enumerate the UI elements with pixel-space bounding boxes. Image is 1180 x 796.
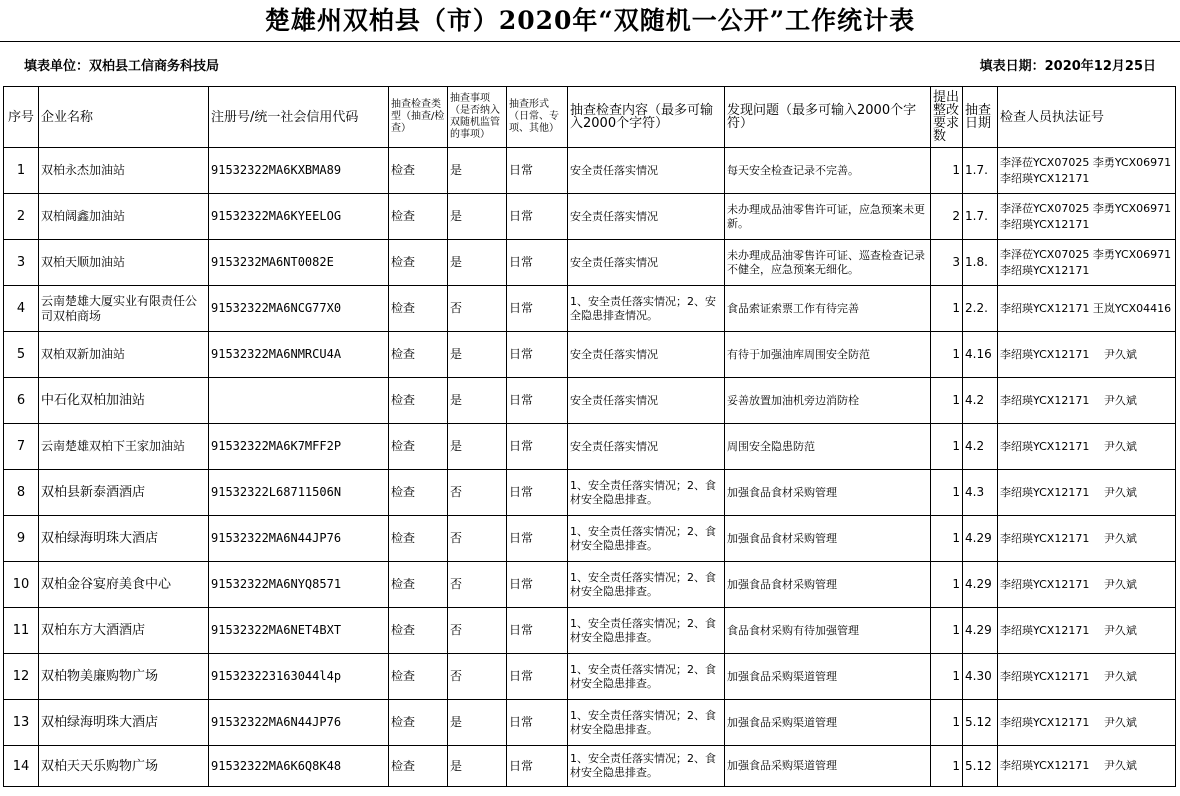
cell-reg-code: 91532322MA6NYQ8571 [209, 562, 389, 608]
cell-company: 云南楚雄大厦实业有限责任公司双柏商场 [39, 286, 209, 332]
header-inspector: 检查人员执法证号 [998, 87, 1176, 148]
cell-reg-code: 91532322MA6N44JP76 [209, 700, 389, 746]
cell-form: 日常 [507, 240, 568, 286]
cell-check-date: 4.2 [963, 378, 998, 424]
cell-content: 1、安全责任落实情况；2、食材安全隐患排查。 [568, 516, 725, 562]
cell-form: 日常 [507, 470, 568, 516]
cell-seq: 12 [4, 654, 39, 700]
table-row [4, 286, 1176, 332]
cell-rectify-count: 1 [931, 654, 963, 700]
cell-check-date: 2.2. [963, 286, 998, 332]
header-row [4, 87, 1176, 148]
header-reg-code: 注册号/统一社会信用代码 [209, 87, 389, 148]
cell-inspector: 李绍瑛YCX12171 尹久斌 [998, 424, 1176, 470]
cell-form: 日常 [507, 746, 568, 787]
cell-inspector: 李绍瑛YCX12171 尹久斌 [998, 516, 1176, 562]
cell-inspector: 李绍瑛YCX12171 尹久斌 [998, 470, 1176, 516]
header-form: 抽查形式（日常、专项、其他） [507, 87, 568, 148]
cell-company: 双柏绿海明珠大酒店 [39, 516, 209, 562]
cell-reg-code: 91532322MA6K6Q8K48 [209, 746, 389, 787]
cell-check-type: 检查 [389, 746, 448, 787]
cell-check-type: 检查 [389, 240, 448, 286]
table-row [4, 562, 1176, 608]
cell-content: 1、安全责任落实情况；2、食材安全隐患排查。 [568, 746, 725, 787]
cell-issues: 未办理成品油零售许可证、巡查检查记录不健全，应急预案无细化。 [725, 240, 931, 286]
cell-inspector: 李绍瑛YCX12171 尹久斌 [998, 608, 1176, 654]
cell-issues: 食品索证索票工作有待完善 [725, 286, 931, 332]
cell-check-type: 检查 [389, 148, 448, 194]
cell-check-date: 4.2 [963, 424, 998, 470]
cell-check-date: 4.30 [963, 654, 998, 700]
cell-company: 中石化双柏加油站 [39, 378, 209, 424]
cell-issues: 加强食品食材采购管理 [725, 562, 931, 608]
cell-rectify-count: 2 [931, 194, 963, 240]
cell-form: 日常 [507, 516, 568, 562]
cell-issues: 妥善放置加油机旁边消防栓 [725, 378, 931, 424]
cell-included: 否 [448, 286, 507, 332]
cell-check-date: 4.29 [963, 516, 998, 562]
table-row [4, 378, 1176, 424]
cell-seq: 9 [4, 516, 39, 562]
table-row [4, 240, 1176, 286]
cell-form: 日常 [507, 332, 568, 378]
cell-check-date: 4.29 [963, 608, 998, 654]
header-check-date: 抽查日期 [963, 87, 998, 148]
cell-form: 日常 [507, 194, 568, 240]
cell-form: 日常 [507, 286, 568, 332]
cell-issues: 加强食品食材采购管理 [725, 516, 931, 562]
cell-included: 是 [448, 746, 507, 787]
cell-check-date: 1.7. [963, 148, 998, 194]
table-row [4, 608, 1176, 654]
fill-date: 填表日期：2020年12月25日 [979, 59, 1156, 74]
cell-inspector: 李绍瑛YCX12171 尹久斌 [998, 700, 1176, 746]
cell-seq: 14 [4, 746, 39, 787]
cell-inspector: 李绍瑛YCX12171 尹久斌 [998, 332, 1176, 378]
cell-check-type: 检查 [389, 654, 448, 700]
cell-inspector: 李泽莅YCX07025 李勇YCX06971 李绍瑛YCX12171 [998, 194, 1176, 240]
cell-form: 日常 [507, 378, 568, 424]
cell-reg-code [209, 378, 389, 424]
cell-check-type: 检查 [389, 424, 448, 470]
cell-content: 安全责任落实情况 [568, 240, 725, 286]
cell-rectify-count: 1 [931, 378, 963, 424]
cell-rectify-count: 1 [931, 332, 963, 378]
header-issues: 发现问题（最多可输入2000个字符） [725, 87, 931, 148]
cell-included: 是 [448, 332, 507, 378]
cell-included: 否 [448, 562, 507, 608]
cell-seq: 10 [4, 562, 39, 608]
cell-company: 双柏天天乐购物广场 [39, 746, 209, 787]
cell-company: 双柏东方大酒酒店 [39, 608, 209, 654]
cell-company: 双柏县新泰酒酒店 [39, 470, 209, 516]
cell-check-date: 5.12 [963, 746, 998, 787]
cell-seq: 4 [4, 286, 39, 332]
table-row [4, 332, 1176, 378]
cell-reg-code: 91532322MA6NMRCU4A [209, 332, 389, 378]
cell-check-date: 4.29 [963, 562, 998, 608]
cell-form: 日常 [507, 700, 568, 746]
cell-issues: 加强食品采购渠道管理 [725, 654, 931, 700]
cell-content: 安全责任落实情况 [568, 332, 725, 378]
cell-reg-code: 915323223163044l4p [209, 654, 389, 700]
cell-rectify-count: 3 [931, 240, 963, 286]
cell-included: 否 [448, 654, 507, 700]
cell-rectify-count: 1 [931, 700, 963, 746]
cell-check-type: 检查 [389, 378, 448, 424]
title-divider [0, 41, 1180, 42]
cell-company: 云南楚雄双柏下王家加油站 [39, 424, 209, 470]
cell-company: 双柏物美廉购物广场 [39, 654, 209, 700]
cell-issues: 食品食材采购有待加强管理 [725, 608, 931, 654]
cell-included: 是 [448, 700, 507, 746]
statistics-table [3, 86, 1176, 787]
cell-check-type: 检查 [389, 608, 448, 654]
cell-seq: 2 [4, 194, 39, 240]
cell-company: 双柏阔鑫加油站 [39, 194, 209, 240]
cell-issues: 周围安全隐患防范 [725, 424, 931, 470]
cell-content: 1、安全责任落实情况；2、食材安全隐患排查。 [568, 654, 725, 700]
cell-form: 日常 [507, 424, 568, 470]
cell-included: 否 [448, 608, 507, 654]
cell-reg-code: 91532322MA6KYEELOG [209, 194, 389, 240]
cell-included: 是 [448, 378, 507, 424]
cell-rectify-count: 1 [931, 516, 963, 562]
cell-issues: 加强食品采购渠道管理 [725, 746, 931, 787]
cell-check-type: 检查 [389, 516, 448, 562]
cell-content: 1、安全责任落实情况；2、食材安全隐患排查。 [568, 470, 725, 516]
cell-check-date: 1.8. [963, 240, 998, 286]
table-row [4, 700, 1176, 746]
header-company: 企业名称 [39, 87, 209, 148]
cell-seq: 1 [4, 148, 39, 194]
cell-inspector: 李泽莅YCX07025 李勇YCX06971 李绍瑛YCX12171 [998, 240, 1176, 286]
cell-issues: 有待于加强油库周围安全防范 [725, 332, 931, 378]
cell-inspector: 李绍瑛YCX12171 王岚YCX04416 [998, 286, 1176, 332]
cell-form: 日常 [507, 562, 568, 608]
cell-check-date: 4.16 [963, 332, 998, 378]
cell-check-date: 1.7. [963, 194, 998, 240]
cell-reg-code: 91532322MA6NCG77X0 [209, 286, 389, 332]
cell-check-type: 检查 [389, 332, 448, 378]
cell-reg-code: 91532322MA6KXBMA89 [209, 148, 389, 194]
cell-reg-code: 91532322MA6N44JP76 [209, 516, 389, 562]
cell-company: 双柏金谷宴府美食中心 [39, 562, 209, 608]
cell-included: 是 [448, 148, 507, 194]
cell-check-type: 检查 [389, 194, 448, 240]
cell-content: 1、安全责任落实情况；2、食材安全隐患排查。 [568, 608, 725, 654]
cell-rectify-count: 1 [931, 746, 963, 787]
cell-company: 双柏双新加油站 [39, 332, 209, 378]
cell-content: 安全责任落实情况 [568, 148, 725, 194]
cell-reg-code: 9153232MA6NT0082E [209, 240, 389, 286]
table-row [4, 746, 1176, 787]
cell-check-type: 检查 [389, 562, 448, 608]
table-row [4, 516, 1176, 562]
cell-form: 日常 [507, 654, 568, 700]
cell-content: 1、安全责任落实情况；2、安全隐患排查情况。 [568, 286, 725, 332]
cell-inspector: 李绍瑛YCX12171 尹久斌 [998, 654, 1176, 700]
cell-included: 是 [448, 240, 507, 286]
cell-content: 安全责任落实情况 [568, 424, 725, 470]
cell-inspector: 李绍瑛YCX12171 尹久斌 [998, 378, 1176, 424]
cell-rectify-count: 1 [931, 286, 963, 332]
header-included: 抽查事项（是否纳入双随机监管的事项） [448, 87, 507, 148]
cell-check-type: 检查 [389, 700, 448, 746]
cell-company: 双柏绿海明珠大酒店 [39, 700, 209, 746]
cell-form: 日常 [507, 148, 568, 194]
table-row [4, 654, 1176, 700]
cell-seq: 11 [4, 608, 39, 654]
cell-rectify-count: 1 [931, 470, 963, 516]
header-seq: 序号 [4, 87, 39, 148]
header-content: 抽查检查内容（最多可输入2000个字符） [568, 87, 725, 148]
cell-seq: 3 [4, 240, 39, 286]
header-check-type: 抽查检查类型（抽查/检查） [389, 87, 448, 148]
cell-seq: 5 [4, 332, 39, 378]
cell-company: 双柏天顺加油站 [39, 240, 209, 286]
cell-rectify-count: 1 [931, 608, 963, 654]
cell-check-type: 检查 [389, 286, 448, 332]
cell-check-type: 检查 [389, 470, 448, 516]
cell-included: 否 [448, 470, 507, 516]
cell-content: 安全责任落实情况 [568, 194, 725, 240]
cell-included: 是 [448, 424, 507, 470]
cell-form: 日常 [507, 608, 568, 654]
cell-check-date: 5.12 [963, 700, 998, 746]
cell-seq: 7 [4, 424, 39, 470]
table-row [4, 424, 1176, 470]
cell-issues: 每天安全检查记录不完善。 [725, 148, 931, 194]
fill-unit: 填表单位：双柏县工信商务科技局 [24, 59, 220, 74]
header-rectify-count: 提出整改要求数 [931, 87, 963, 148]
cell-inspector: 李绍瑛YCX12171 尹久斌 [998, 746, 1176, 787]
cell-seq: 6 [4, 378, 39, 424]
cell-rectify-count: 1 [931, 424, 963, 470]
cell-included: 是 [448, 194, 507, 240]
cell-issues: 未办理成品油零售许可证，应急预案未更新。 [725, 194, 931, 240]
cell-reg-code: 91532322MA6K7MFF2P [209, 424, 389, 470]
cell-rectify-count: 1 [931, 148, 963, 194]
cell-content: 1、安全责任落实情况；2、食材安全隐患排查。 [568, 562, 725, 608]
cell-seq: 8 [4, 470, 39, 516]
cell-reg-code: 91532322MA6NET4BXT [209, 608, 389, 654]
cell-rectify-count: 1 [931, 562, 963, 608]
cell-inspector: 李绍瑛YCX12171 尹久斌 [998, 562, 1176, 608]
cell-seq: 13 [4, 700, 39, 746]
cell-check-date: 4.3 [963, 470, 998, 516]
cell-company: 双柏永杰加油站 [39, 148, 209, 194]
cell-content: 安全责任落实情况 [568, 378, 725, 424]
table-row [4, 148, 1176, 194]
cell-inspector: 李泽莅YCX07025 李勇YCX06971 李绍瑛YCX12171 [998, 148, 1176, 194]
cell-issues: 加强食品采购渠道管理 [725, 700, 931, 746]
cell-content: 1、安全责任落实情况；2、食材安全隐患排查。 [568, 700, 725, 746]
cell-issues: 加强食品食材采购管理 [725, 470, 931, 516]
cell-included: 否 [448, 516, 507, 562]
document-title: 楚雄州双柏县（市）2020年“双随机一公开”工作统计表 [264, 6, 916, 35]
table-row [4, 194, 1176, 240]
table-body [4, 148, 1176, 787]
cell-reg-code: 91532322L68711506N [209, 470, 389, 516]
table-row [4, 470, 1176, 516]
